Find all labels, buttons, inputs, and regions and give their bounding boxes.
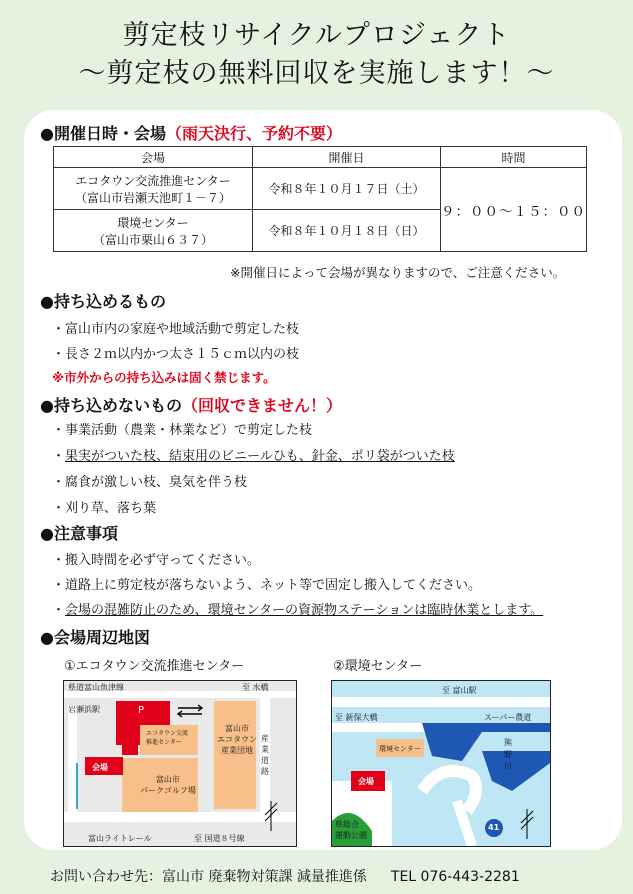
section-map-heading: ●会場周辺地図 [40,628,150,647]
section-schedule-heading [40,121,342,144]
schedule-table [53,146,587,252]
direction-label: 至 国道８号線 [194,834,245,843]
road-label: スーパー農道 [484,713,532,722]
note-item: ・搬入時間を必ず守ってください。 [52,553,261,568]
outside-city-warning: ※市外からの持ち込みは固く禁じます。 [52,370,276,385]
venue-marker: 会場 [92,763,108,772]
center-label: 環境センター [379,745,421,753]
park-label-line1: 県総合 [335,820,359,829]
date-cell: 令和８年１０月１８日（日） [253,210,441,252]
date-cell: 令和８年１０月１７日（土） [253,168,441,210]
heading-red-text: （雨天決行、予約不要） [165,124,342,143]
title-line2: ～剪定枝の無料回収を実施します！～ [78,58,555,89]
section-prohibited-heading [40,393,342,416]
industrial-line3: 産業団地 [221,746,253,755]
prohibited-item: ・刈り草、落ち葉 [52,501,157,516]
venue-cell [54,168,253,210]
map2-label: ②環境センター [333,659,423,674]
heading-red-text: （回収できません！） [181,396,342,415]
park-label-line2: パークゴルフ場 [140,786,196,795]
parking-label: P [138,705,145,716]
station-label: 岩瀬浜駅 [68,705,100,714]
section-allowed-heading: ●持ち込めるもの [40,292,166,311]
table-header-row [54,147,587,168]
map-ecotown [63,680,297,847]
col-date-header: 開催日 [253,147,441,168]
center-label-line1: エコタウン交流 [146,730,189,737]
prohibited-item: ・果実がついた枝、結束用のビニールひも、針金、ポリ袋がついた枝 [52,449,455,464]
park-label-line2: 運動公園 [335,831,367,840]
allowed-item: ・長さ２ｍ以内かつ太さ１５ｃｍ以内の枝 [52,347,300,362]
prohibited-item: ・腐食が激しい枝、臭気を伴う枝 [52,475,248,490]
col-time-header: 時間 [441,147,587,168]
note-item-underlined: 会場の混雑防止のため、環境センターの資源物ステーションは臨時休業とします。 [65,603,544,618]
allowed-item: ・富山市内の家庭や地域活動で剪定した枝 [52,322,300,337]
map-environment-center [331,680,551,847]
road-vertical-label: 産業道路 [261,734,269,776]
schedule-note: ※開催日によって会場が異なりますので、ご注意ください。 [230,265,566,280]
industrial-line2: エコタウン [217,735,257,744]
contact-tel: TEL 076-443-2281 [390,869,520,885]
venue-name: エコタウン交流推進センター [75,173,231,188]
contact-footer [50,866,520,886]
venue-cell [54,210,253,252]
heading-text: ●開催日時・会場 [40,124,166,143]
industrial-line1: 富山市 [225,724,249,733]
prohibited-item-underlined: 果実がついた枝、結束用のビニールひも、針金、ポリ袋がついた枝 [65,449,455,464]
venue-address: （富山市岩瀬天池町１－７） [74,190,231,205]
col-venue-header: 会場 [54,147,253,168]
direction-label: 至 新保大橋 [335,713,378,722]
venue-address: （富山市栗山６３７） [92,232,213,247]
note-item: ・会場の混雑防止のため、環境センターの資源物ステーションは臨時休業とします。 [52,603,544,618]
table-row [54,168,587,210]
park-label [335,819,367,841]
title-line1: 剪定枝リサイクルプロジェクト [122,20,511,51]
direction-label: 至 富山駅 [442,686,477,695]
contact-text: お問い合わせ先：富山市 廃棄物対策課 減量推進係 [50,869,367,885]
center-label-line2: 推進センター [146,739,182,746]
center-label [146,728,188,746]
time-cell: ９：００～１５：００ [441,168,587,252]
direction-label: 至 水橋 [242,683,269,692]
route-number: 41 [488,823,500,832]
prohibited-item: ・事業活動（農業・林業など）で剪定した枝 [52,423,313,438]
rail-label: 富山ライトレール [88,834,152,843]
section-notes-heading: ●注意事項 [40,524,118,543]
park-label [140,774,196,796]
note-item: ・道路上に剪定枝が落ちないよう、ネット等で固定し搬入してください。 [52,578,482,593]
road-label: 県道富山魚津線 [68,683,124,692]
river-label: 熊野川 [504,738,512,771]
venue-marker: 会場 [358,777,374,786]
venue-name: 環境センター [117,215,189,230]
industrial-park-label [217,723,257,756]
heading-text: ●持ち込めないもの [40,396,182,415]
map1-label: ①エコタウン交流推進センター [64,659,245,674]
park-label-line1: 富山市 [155,775,180,784]
